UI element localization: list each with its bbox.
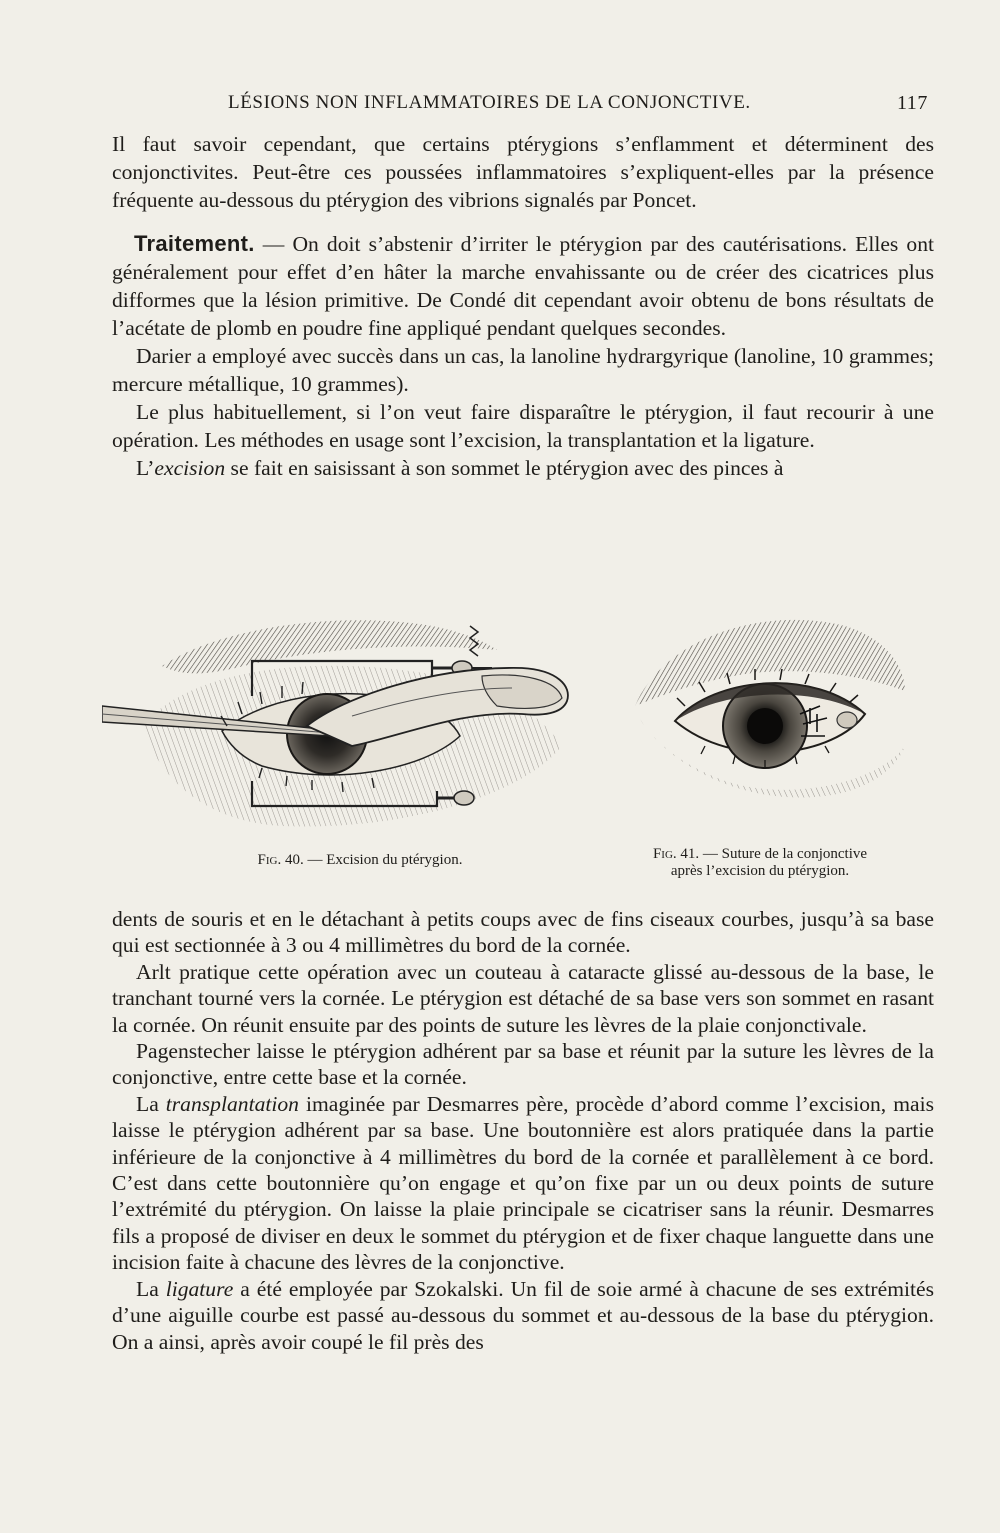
- term-ligature: ligature: [165, 1276, 234, 1301]
- figure-40-illustration: [102, 606, 582, 846]
- excision-lead: L’: [136, 456, 155, 480]
- figure-41-label: Fig. 41.: [652, 846, 700, 862]
- figure-41-illustration: [605, 596, 910, 836]
- paragraph-arlt: Arlt pratique cette opération avec un couteau à cataracte glissé au-dessous de la base, le tranchant tourné vers la cornée. Le ptérygion est détaché de sa base vers son sommet en rasant la cornée. On réunit ensuite par des points de suture les lèvres de la plaie conjonctivale.: [112, 959, 934, 1037]
- figure-40-label: Fig. 40.: [257, 852, 304, 868]
- ligature-text: a été employée par Szokalski. Un fil de soie armé à chacune de ses extrémités d’une aiguille courbe est passé au-dessous du sommet et au-dessous de la base du ptérygion. On a ainsi, après avoir coupé le fil près des: [112, 1276, 934, 1354]
- paragraph-transplantation: [112, 1091, 934, 1276]
- paragraph-darier: Darier a employé avec succès dans un cas, la lanoline hydrargyrique (lanoline, 10 grammes; mercure métallique, 10 grammes).: [112, 344, 934, 396]
- paragraph-pagenstecher: Pagenstecher laisse le ptérygion adhérent par sa base et réunit par la suture les lèvres de la conjonctive, entre cette base et la cornée.: [112, 1039, 934, 1090]
- page-number: 117: [896, 92, 928, 114]
- transplantation-text: imaginée par Desmarres père, procède d’abord comme l’excision, mais laisse le ptérygion adhérent par sa base. Une boutonnière est alors pratiquée dans la partie inférieure de la conjonctive à 4 millimètres du bord de la cornée et parallèlement à ce bord. C’est dans cette boutonnière qu’on engage et qu’on fixe par un ou deux points de suture l’extrémité du ptérygion. On laisse la plaie principale se cicatriser sans la réunir. Desmarres fils a proposé de diviser en deux le sommet du ptérygion et de fixer chaque languette dans une incision faite à chacune des lèvres de la conjonctive.: [112, 1091, 934, 1275]
- paragraph-operation-methods: Le plus habituellement, si l’on veut faire disparaître le ptérygion, il faut recourir à une opération. Les méthodes en usage sont l’excision, la transplantation et la ligature.: [112, 400, 934, 452]
- term-transplantation: transplantation: [165, 1091, 299, 1116]
- figure-40-caption: [180, 852, 540, 869]
- running-head: [228, 92, 928, 120]
- paragraph-excision-continued: dents de souris et en le détachant à petits coups avec de fins ciseaux courbes, jusqu’à sa base qui est sectionnée à 3 ou 4 millimètres du bord de la cornée.: [112, 907, 934, 958]
- excision-text: se fait en saisissant à son sommet le ptérygion avec des pinces à: [225, 456, 784, 480]
- text-block-bottom: [112, 906, 934, 1355]
- ligature-lead: La: [136, 1276, 166, 1301]
- figure-41-caption: [600, 846, 920, 880]
- transplantation-lead: La: [136, 1091, 166, 1116]
- figure-41-caption-line2: après l’excision du ptérygion.: [670, 863, 850, 879]
- paragraph-ligature: [112, 1276, 934, 1355]
- paragraph-traitement-text: — On doit s’abstenir d’irriter le ptérygion par des cautérisations. Elles ont généralement pour effet d’en hâter la marche envahissante ou de créer des cicatrices plus difformes que la lésion primitive. De Condé dit cependant avoir obtenu de bons résultats de l’acétate de plomb en poudre fine appliqué pendant quelques secondes.: [112, 232, 934, 340]
- term-excision: excision: [154, 456, 226, 480]
- sutured-eye-engraving: [605, 596, 910, 836]
- figure-41-caption-line1: — Suture de la conjonctive: [699, 846, 868, 862]
- running-title: LÉSIONS NON INFLAMMATOIRES DE LA CONJONCTIVE.: [228, 92, 751, 113]
- paragraph-pterygion-inflammation: Il faut savoir cependant, que certains ptérygions s’enflamment et déterminent des conjonctivites. Peut-être ces poussées inflammatoires s’expliquent-elles par la présence fréquente au-dessous du ptérygion des vibrions signalés par Poncet.: [112, 132, 934, 212]
- excision-engraving: [102, 606, 582, 846]
- figure-40-caption-text: — Excision du ptérygion.: [303, 852, 463, 868]
- section-heading-traitement: Traitement.: [134, 231, 255, 256]
- paragraph-excision: [112, 454, 934, 482]
- paragraph-traitement: [112, 230, 934, 342]
- text-block-top: [112, 130, 934, 482]
